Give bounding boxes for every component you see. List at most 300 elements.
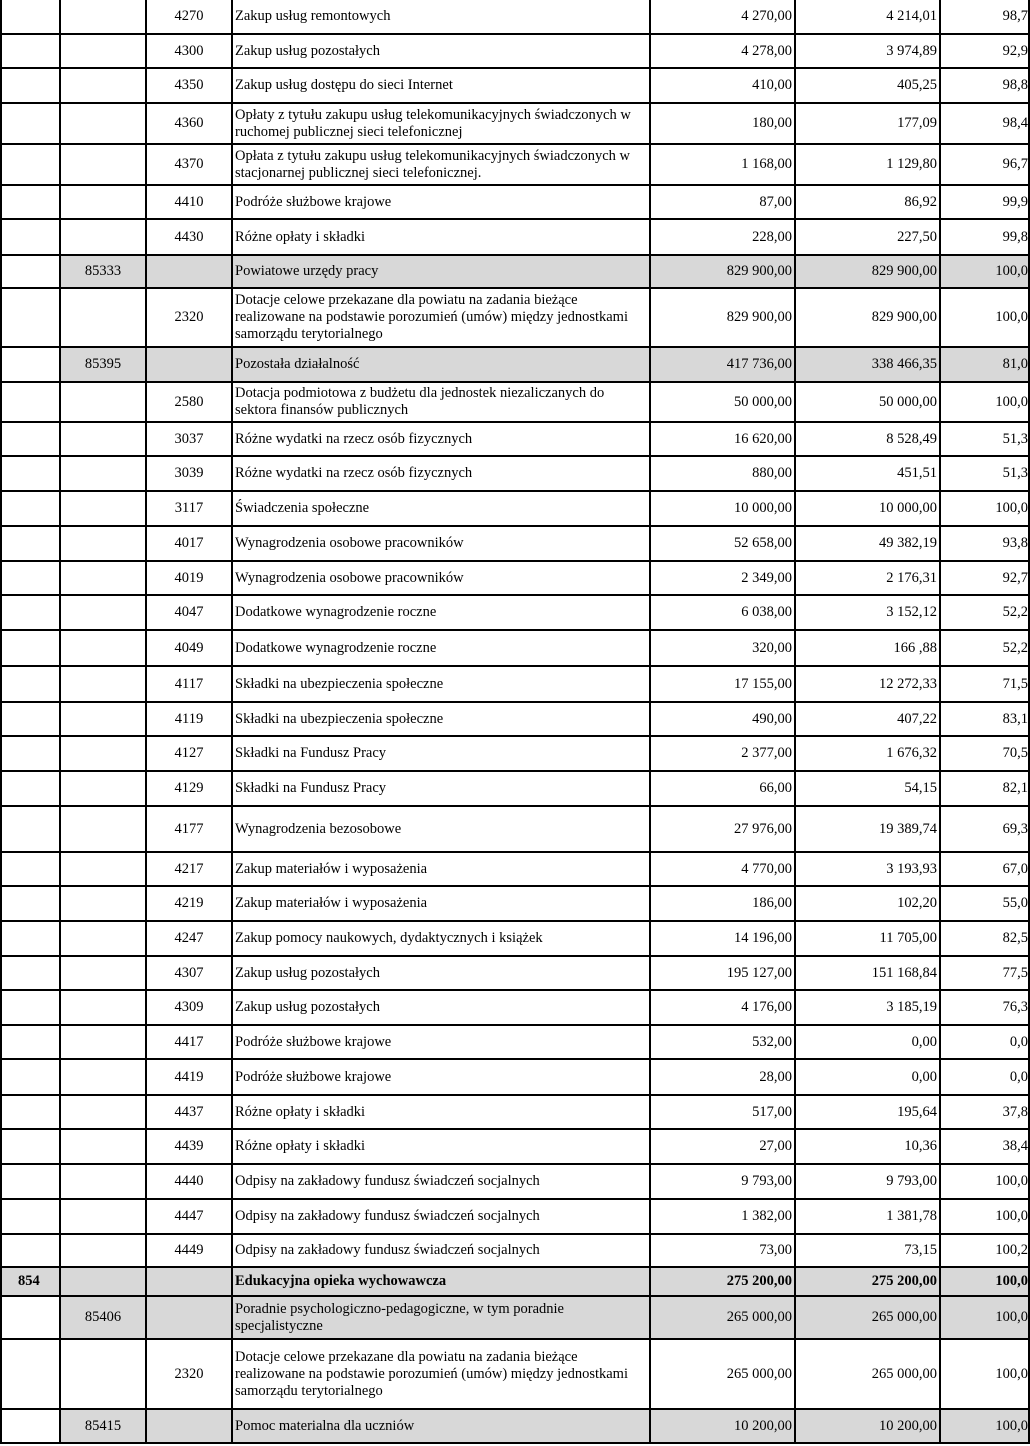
dzial-cell (1, 990, 60, 1025)
description-cell: Różne wydatki na rzecz osób fizycznych (232, 456, 650, 491)
paragraf-cell: 4247 (146, 921, 232, 956)
paragraf-cell: 4419 (146, 1059, 232, 1095)
plan-amount-cell: 4 770,00 (650, 852, 795, 886)
description-cell: Dotacje celowe przekazane dla powiatu na zadania bieżące realizowane na podstawie porozumień (umów) między jednostkami samorządu terytorialnego (232, 288, 650, 347)
percent-cell: 83,1 (940, 702, 1029, 736)
execution-amount-cell: 10 000,00 (795, 491, 940, 526)
plan-amount-cell: 14 196,00 (650, 921, 795, 956)
table-row (1, 736, 1029, 771)
dzial-cell (1, 491, 60, 526)
plan-amount-cell: 228,00 (650, 219, 795, 255)
dzial-cell (1, 956, 60, 990)
paragraf-cell (146, 1409, 232, 1443)
description-cell: Odpisy na zakładowy fundusz świadczeń socjalnych (232, 1164, 650, 1199)
table-row (1, 702, 1029, 736)
dzial-cell (1, 886, 60, 921)
rozdzial-cell (60, 702, 146, 736)
plan-amount-cell: 880,00 (650, 456, 795, 491)
description-cell: Zakup usług pozostałych (232, 956, 650, 990)
dzial-cell (1, 595, 60, 630)
table-row (1, 68, 1029, 103)
execution-amount-cell: 195,64 (795, 1095, 940, 1129)
table-row (1, 219, 1029, 255)
rozdzial-row (1, 347, 1029, 382)
execution-amount-cell: 829 900,00 (795, 288, 940, 347)
description-cell: Odpisy na zakładowy fundusz świadczeń socjalnych (232, 1234, 650, 1267)
dzial-cell (1, 185, 60, 219)
rozdzial-cell (60, 491, 146, 526)
description-cell: Dodatkowe wynagrodzenie roczne (232, 595, 650, 630)
execution-amount-cell: 10,36 (795, 1129, 940, 1164)
percent-cell: 76,3 (940, 990, 1029, 1025)
percent-cell: 99,8 (940, 219, 1029, 255)
plan-amount-cell: 320,00 (650, 630, 795, 666)
dzial-cell (1, 34, 60, 68)
dzial-cell (1, 561, 60, 595)
rozdzial-cell (60, 185, 146, 219)
paragraf-cell: 4177 (146, 806, 232, 852)
paragraf-cell: 4410 (146, 185, 232, 219)
plan-amount-cell: 2 349,00 (650, 561, 795, 595)
paragraf-cell: 4417 (146, 1025, 232, 1059)
plan-amount-cell: 532,00 (650, 1025, 795, 1059)
paragraf-cell: 4017 (146, 526, 232, 561)
plan-amount-cell: 28,00 (650, 1059, 795, 1095)
execution-amount-cell: 3 152,12 (795, 595, 940, 630)
dzial-cell (1, 1409, 60, 1443)
rozdzial-cell (60, 1129, 146, 1164)
description-cell: Pomoc materialna dla uczniów (232, 1409, 650, 1443)
plan-amount-cell: 490,00 (650, 702, 795, 736)
percent-cell: 99,9 (940, 185, 1029, 219)
paragraf-cell: 4309 (146, 990, 232, 1025)
execution-amount-cell: 4 214,01 (795, 0, 940, 34)
percent-cell: 38,4 (940, 1129, 1029, 1164)
description-cell: Dotacje celowe przekazane dla powiatu na zadania bieżące realizowane na podstawie porozumień (umów) między jednostkami samorządu terytorialnego (232, 1339, 650, 1409)
dzial-cell (1, 456, 60, 491)
rozdzial-cell (60, 34, 146, 68)
paragraf-cell: 4350 (146, 68, 232, 103)
rozdzial-cell: 85406 (60, 1296, 146, 1339)
rozdzial-cell (60, 288, 146, 347)
description-cell: Edukacyjna opieka wychowawcza (232, 1267, 650, 1296)
dzial-cell (1, 666, 60, 702)
rozdzial-cell (60, 595, 146, 630)
plan-amount-cell: 2 377,00 (650, 736, 795, 771)
dzial-cell (1, 771, 60, 806)
dzial-cell (1, 255, 60, 288)
plan-amount-cell: 265 000,00 (650, 1296, 795, 1339)
execution-amount-cell: 338 466,35 (795, 347, 940, 382)
table-row (1, 1025, 1029, 1059)
paragraf-cell: 4119 (146, 702, 232, 736)
table-row (1, 852, 1029, 886)
execution-amount-cell: 151 168,84 (795, 956, 940, 990)
rozdzial-cell (60, 771, 146, 806)
rozdzial-cell (60, 422, 146, 456)
percent-cell: 100,0 (940, 288, 1029, 347)
paragraf-cell: 4439 (146, 1129, 232, 1164)
rozdzial-cell (60, 1267, 146, 1296)
rozdzial-row (1, 255, 1029, 288)
plan-amount-cell: 10 000,00 (650, 491, 795, 526)
paragraf-cell (146, 255, 232, 288)
plan-amount-cell: 16 620,00 (650, 422, 795, 456)
description-cell: Zakup materiałów i wyposażenia (232, 886, 650, 921)
paragraf-cell (146, 1296, 232, 1339)
execution-amount-cell: 0,00 (795, 1059, 940, 1095)
percent-cell: 82,1 (940, 771, 1029, 806)
percent-cell: 67,0 (940, 852, 1029, 886)
execution-amount-cell: 177,09 (795, 103, 940, 144)
percent-cell: 100,0 (940, 1164, 1029, 1199)
description-cell: Podróże służbowe krajowe (232, 185, 650, 219)
percent-cell: 92,9 (940, 34, 1029, 68)
paragraf-cell: 4270 (146, 0, 232, 34)
percent-cell: 0,0 (940, 1059, 1029, 1095)
percent-cell: 100,0 (940, 1296, 1029, 1339)
execution-amount-cell: 2 176,31 (795, 561, 940, 595)
paragraf-cell: 4127 (146, 736, 232, 771)
table-row (1, 956, 1029, 990)
dzial-cell (1, 806, 60, 852)
plan-amount-cell: 829 900,00 (650, 255, 795, 288)
execution-amount-cell: 3 193,93 (795, 852, 940, 886)
paragraf-cell: 2580 (146, 382, 232, 422)
percent-cell: 100,2 (940, 1234, 1029, 1267)
paragraf-cell: 2320 (146, 1339, 232, 1409)
table-row (1, 103, 1029, 144)
description-cell: Zakup materiałów i wyposażenia (232, 852, 650, 886)
execution-amount-cell: 8 528,49 (795, 422, 940, 456)
percent-cell: 100,0 (940, 1339, 1029, 1409)
dzial-row (1, 1267, 1029, 1296)
plan-amount-cell: 50 000,00 (650, 382, 795, 422)
table-row (1, 1199, 1029, 1234)
plan-amount-cell: 517,00 (650, 1095, 795, 1129)
description-cell: Różne opłaty i składki (232, 219, 650, 255)
dzial-cell (1, 1339, 60, 1409)
description-cell: Świadczenia społeczne (232, 491, 650, 526)
percent-cell: 52,2 (940, 595, 1029, 630)
plan-amount-cell: 4 278,00 (650, 34, 795, 68)
description-cell: Pozostała działalność (232, 347, 650, 382)
rozdzial-cell (60, 219, 146, 255)
description-cell: Różne opłaty i składki (232, 1129, 650, 1164)
plan-amount-cell: 27 976,00 (650, 806, 795, 852)
rozdzial-cell (60, 1095, 146, 1129)
percent-cell: 100,0 (940, 255, 1029, 288)
description-cell: Różne opłaty i składki (232, 1095, 650, 1129)
paragraf-cell: 4217 (146, 852, 232, 886)
execution-amount-cell: 829 900,00 (795, 255, 940, 288)
percent-cell: 52,2 (940, 630, 1029, 666)
description-cell: Poradnie psychologiczno-pedagogiczne, w tym poradnie specjalistyczne (232, 1296, 650, 1339)
percent-cell: 98,4 (940, 103, 1029, 144)
dzial-cell (1, 382, 60, 422)
table-row (1, 1095, 1029, 1129)
plan-amount-cell: 10 200,00 (650, 1409, 795, 1443)
rozdzial-cell (60, 956, 146, 990)
execution-amount-cell: 9 793,00 (795, 1164, 940, 1199)
plan-amount-cell: 9 793,00 (650, 1164, 795, 1199)
rozdzial-cell (60, 1234, 146, 1267)
paragraf-cell: 4300 (146, 34, 232, 68)
execution-amount-cell: 265 000,00 (795, 1339, 940, 1409)
dzial-cell (1, 630, 60, 666)
percent-cell: 70,5 (940, 736, 1029, 771)
rozdzial-cell (60, 1164, 146, 1199)
table-row (1, 1129, 1029, 1164)
table-row (1, 666, 1029, 702)
percent-cell: 100,0 (940, 491, 1029, 526)
dzial-cell (1, 1199, 60, 1234)
dzial-cell (1, 1059, 60, 1095)
plan-amount-cell: 417 736,00 (650, 347, 795, 382)
rozdzial-cell: 85333 (60, 255, 146, 288)
execution-amount-cell: 3 974,89 (795, 34, 940, 68)
plan-amount-cell: 27,00 (650, 1129, 795, 1164)
plan-amount-cell: 186,00 (650, 886, 795, 921)
paragraf-cell: 4370 (146, 144, 232, 185)
percent-cell: 69,3 (940, 806, 1029, 852)
dzial-cell: 854 (1, 1267, 60, 1296)
description-cell: Zakup pomocy naukowych, dydaktycznych i książek (232, 921, 650, 956)
paragraf-cell: 4019 (146, 561, 232, 595)
dzial-cell (1, 702, 60, 736)
description-cell: Wynagrodzenia osobowe pracowników (232, 561, 650, 595)
dzial-cell (1, 422, 60, 456)
plan-amount-cell: 829 900,00 (650, 288, 795, 347)
percent-cell: 100,0 (940, 1409, 1029, 1443)
rozdzial-cell (60, 144, 146, 185)
dzial-cell (1, 144, 60, 185)
rozdzial-cell: 85395 (60, 347, 146, 382)
execution-amount-cell: 11 705,00 (795, 921, 940, 956)
plan-amount-cell: 87,00 (650, 185, 795, 219)
dzial-cell (1, 852, 60, 886)
percent-cell: 98,7 (940, 0, 1029, 34)
description-cell: Opłaty z tytułu zakupu usług telekomunikacyjnych świadczonych w ruchomej publicznej sieci telefonicznej (232, 103, 650, 144)
rozdzial-cell (60, 736, 146, 771)
rozdzial-cell (60, 990, 146, 1025)
description-cell: Składki na Fundusz Pracy (232, 736, 650, 771)
paragraf-cell: 4447 (146, 1199, 232, 1234)
rozdzial-cell (60, 1199, 146, 1234)
description-cell: Różne wydatki na rzecz osób fizycznych (232, 422, 650, 456)
execution-amount-cell: 50 000,00 (795, 382, 940, 422)
percent-cell: 100,0 (940, 1267, 1029, 1296)
paragraf-cell: 4307 (146, 956, 232, 990)
execution-amount-cell: 12 272,33 (795, 666, 940, 702)
plan-amount-cell: 195 127,00 (650, 956, 795, 990)
plan-amount-cell: 6 038,00 (650, 595, 795, 630)
dzial-cell (1, 1164, 60, 1199)
paragraf-cell (146, 347, 232, 382)
paragraf-cell: 4219 (146, 886, 232, 921)
dzial-cell (1, 1025, 60, 1059)
percent-cell: 96,7 (940, 144, 1029, 185)
table-row (1, 0, 1029, 34)
table-row (1, 595, 1029, 630)
percent-cell: 71,5 (940, 666, 1029, 702)
rozdzial-cell (60, 666, 146, 702)
execution-amount-cell: 265 000,00 (795, 1296, 940, 1339)
rozdzial-cell (60, 921, 146, 956)
execution-amount-cell: 102,20 (795, 886, 940, 921)
paragraf-cell: 4437 (146, 1095, 232, 1129)
plan-amount-cell: 73,00 (650, 1234, 795, 1267)
percent-cell: 55,0 (940, 886, 1029, 921)
rozdzial-cell (60, 886, 146, 921)
description-cell: Zakup usług pozostałych (232, 34, 650, 68)
rozdzial-cell (60, 526, 146, 561)
paragraf-cell (146, 1267, 232, 1296)
rozdzial-cell (60, 561, 146, 595)
table-row (1, 630, 1029, 666)
percent-cell: 81,0 (940, 347, 1029, 382)
description-cell: Zakup usług remontowych (232, 0, 650, 34)
dzial-cell (1, 103, 60, 144)
plan-amount-cell: 180,00 (650, 103, 795, 144)
paragraf-cell: 2320 (146, 288, 232, 347)
dzial-cell (1, 526, 60, 561)
table-row (1, 1339, 1029, 1409)
rozdzial-row (1, 1296, 1029, 1339)
description-cell: Wynagrodzenia osobowe pracowników (232, 526, 650, 561)
paragraf-cell: 4047 (146, 595, 232, 630)
percent-cell: 37,8 (940, 1095, 1029, 1129)
table-row (1, 144, 1029, 185)
table-row (1, 491, 1029, 526)
paragraf-cell: 4360 (146, 103, 232, 144)
rozdzial-cell (60, 630, 146, 666)
description-cell: Składki na ubezpieczenia społeczne (232, 666, 650, 702)
dzial-cell (1, 347, 60, 382)
description-cell: Składki na ubezpieczenia społeczne (232, 702, 650, 736)
percent-cell: 93,8 (940, 526, 1029, 561)
description-cell: Podróże służbowe krajowe (232, 1059, 650, 1095)
description-cell: Wynagrodzenia bezosobowe (232, 806, 650, 852)
rozdzial-cell (60, 68, 146, 103)
rozdzial-cell (60, 1025, 146, 1059)
execution-amount-cell: 405,25 (795, 68, 940, 103)
table-row (1, 185, 1029, 219)
rozdzial-cell (60, 1059, 146, 1095)
dzial-cell (1, 921, 60, 956)
paragraf-cell: 4449 (146, 1234, 232, 1267)
dzial-cell (1, 219, 60, 255)
description-cell: Składki na Fundusz Pracy (232, 771, 650, 806)
percent-cell: 82,5 (940, 921, 1029, 956)
table-row (1, 806, 1029, 852)
dzial-cell (1, 1129, 60, 1164)
dzial-cell (1, 1296, 60, 1339)
execution-amount-cell: 49 382,19 (795, 526, 940, 561)
table-row (1, 1164, 1029, 1199)
execution-amount-cell: 0,00 (795, 1025, 940, 1059)
table-row (1, 561, 1029, 595)
percent-cell: 77,5 (940, 956, 1029, 990)
dzial-cell (1, 736, 60, 771)
plan-amount-cell: 4 270,00 (650, 0, 795, 34)
table-row (1, 771, 1029, 806)
plan-amount-cell: 52 658,00 (650, 526, 795, 561)
table-row (1, 34, 1029, 68)
description-cell: Dotacja podmiotowa z budżetu dla jednostek niezaliczanych do sektora finansów publicznych (232, 382, 650, 422)
dzial-cell (1, 0, 60, 34)
execution-amount-cell: 275 200,00 (795, 1267, 940, 1296)
table-row (1, 456, 1029, 491)
execution-amount-cell: 10 200,00 (795, 1409, 940, 1443)
percent-cell: 92,7 (940, 561, 1029, 595)
table-row (1, 288, 1029, 347)
table-row (1, 921, 1029, 956)
dzial-cell (1, 1095, 60, 1129)
dzial-cell (1, 68, 60, 103)
table-row (1, 990, 1029, 1025)
paragraf-cell: 3037 (146, 422, 232, 456)
description-cell: Zakup usług pozostałych (232, 990, 650, 1025)
percent-cell: 98,8 (940, 68, 1029, 103)
rozdzial-cell (60, 852, 146, 886)
percent-cell: 0,0 (940, 1025, 1029, 1059)
paragraf-cell: 4117 (146, 666, 232, 702)
plan-amount-cell: 1 382,00 (650, 1199, 795, 1234)
rozdzial-cell (60, 1339, 146, 1409)
table-body (1, 0, 1029, 1443)
execution-amount-cell: 407,22 (795, 702, 940, 736)
execution-amount-cell: 166 ,88 (795, 630, 940, 666)
description-cell: Opłata z tytułu zakupu usług telekomunikacyjnych świadczonych w stacjonarnej publicznej sieci telefonicznej. (232, 144, 650, 185)
plan-amount-cell: 410,00 (650, 68, 795, 103)
rozdzial-row (1, 1409, 1029, 1443)
dzial-cell (1, 288, 60, 347)
plan-amount-cell: 4 176,00 (650, 990, 795, 1025)
description-cell: Powiatowe urzędy pracy (232, 255, 650, 288)
rozdzial-cell (60, 456, 146, 491)
description-cell: Dodatkowe wynagrodzenie roczne (232, 630, 650, 666)
plan-amount-cell: 1 168,00 (650, 144, 795, 185)
rozdzial-cell (60, 806, 146, 852)
execution-amount-cell: 1 381,78 (795, 1199, 940, 1234)
percent-cell: 51,3 (940, 456, 1029, 491)
percent-cell: 51,3 (940, 422, 1029, 456)
paragraf-cell: 3039 (146, 456, 232, 491)
paragraf-cell: 4129 (146, 771, 232, 806)
description-cell: Podróże służbowe krajowe (232, 1025, 650, 1059)
rozdzial-cell (60, 0, 146, 34)
description-cell: Odpisy na zakładowy fundusz świadczeń socjalnych (232, 1199, 650, 1234)
dzial-cell (1, 1234, 60, 1267)
table-row (1, 382, 1029, 422)
paragraf-cell: 4049 (146, 630, 232, 666)
execution-amount-cell: 451,51 (795, 456, 940, 491)
plan-amount-cell: 17 155,00 (650, 666, 795, 702)
paragraf-cell: 4430 (146, 219, 232, 255)
percent-cell: 100,0 (940, 1199, 1029, 1234)
paragraf-cell: 4440 (146, 1164, 232, 1199)
plan-amount-cell: 275 200,00 (650, 1267, 795, 1296)
execution-amount-cell: 86,92 (795, 185, 940, 219)
execution-amount-cell: 1 676,32 (795, 736, 940, 771)
plan-amount-cell: 66,00 (650, 771, 795, 806)
table-row (1, 526, 1029, 561)
table-row (1, 1059, 1029, 1095)
description-cell: Zakup usług dostępu do sieci Internet (232, 68, 650, 103)
percent-cell: 100,0 (940, 382, 1029, 422)
table-row (1, 1234, 1029, 1267)
